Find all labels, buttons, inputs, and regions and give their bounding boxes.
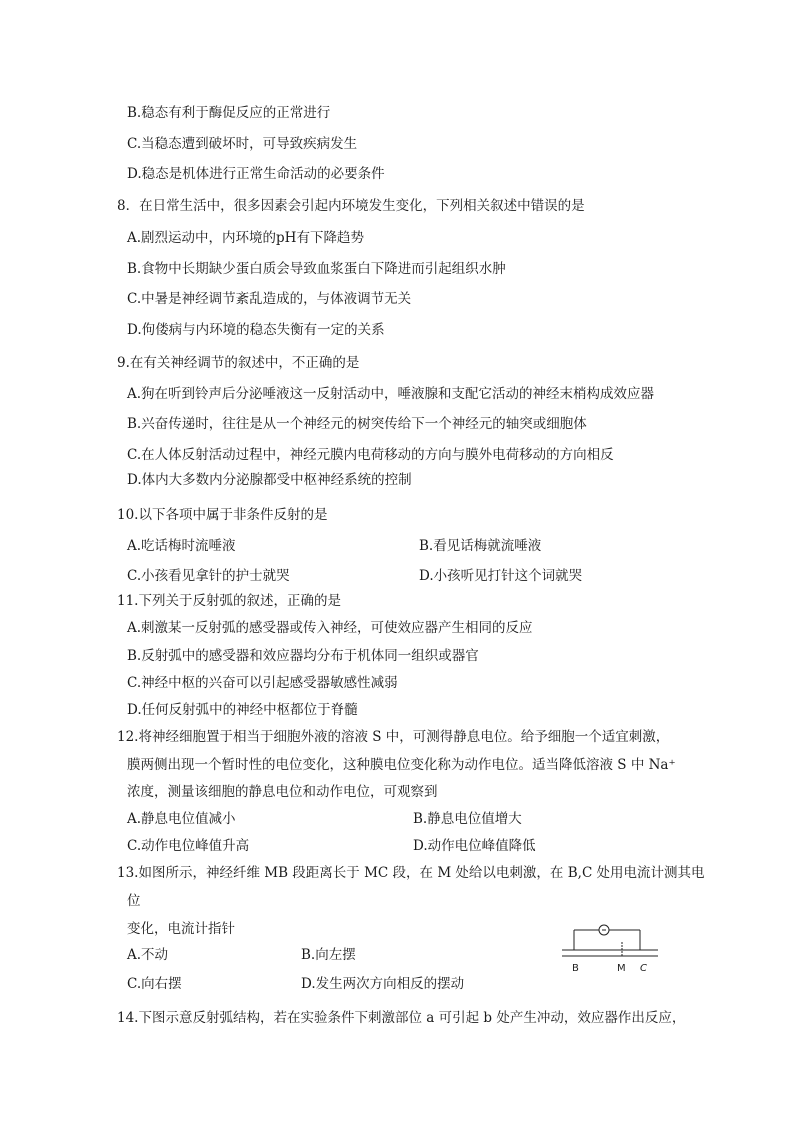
- q8-option-d: D.佝偻病与内环境的稳态失衡有一定的关系: [127, 322, 385, 338]
- q10-stem: 10.以下各项中属于非条件反射的是: [117, 507, 328, 523]
- q11-option-a: A.刺激某一反射弧的感受器或传入神经，可使效应器产生相同的反应: [127, 620, 533, 636]
- q13-option-b: B.向左摆: [301, 947, 356, 963]
- q8-stem: 8．在日常生活中，很多因素会引起内环境发生变化，下列相关叙述中错误的是: [117, 198, 585, 214]
- q7-option-d: D.稳态是机体进行正常生命活动的必要条件: [127, 166, 385, 182]
- q12-stem-line1: 12.将神经细胞置于相当于细胞外液的溶液 S 中，可测得静息电位。给予细胞一个适宜刺激，: [117, 729, 670, 745]
- q12-option-b: B.静息电位值增大: [413, 811, 522, 827]
- q12-option-d: D.动作电位峰值降低: [413, 838, 536, 854]
- label-c: C: [640, 963, 647, 974]
- q12-stem-line2: 膜两侧出现一个暂时性的电位变化，这种膜电位变化称为动作电位。适当降低溶液 S 中 Na⁺: [127, 757, 676, 773]
- q9-option-c: C.在人体反射活动过程中，神经元膜内电荷移动的方向与膜外电荷移动的方向相反: [127, 447, 614, 463]
- q12-option-c: C.动作电位峰值升高: [127, 838, 250, 854]
- q11-option-b: B.反射弧中的感受器和效应器均分布于机体同一组织或器官: [127, 648, 479, 664]
- q14-stem: 14.下图示意反射弧结构，若在实验条件下刺激部位 a 可引起 b 处产生冲动，效应器作出反应，: [117, 1010, 686, 1026]
- q10-option-c: C.小孩看见拿针的护士就哭: [127, 568, 290, 584]
- q8-option-a: A.剧烈运动中，内环境的pH有下降趋势: [127, 230, 364, 246]
- q11-option-d: D.任何反射弧中的神经中枢都位于脊髓: [127, 702, 358, 718]
- q10-option-d: D.小孩听见打针这个词就哭: [419, 568, 583, 584]
- q11-option-c: C.神经中枢的兴奋可以引起感受器敏感性减弱: [127, 675, 398, 691]
- q8-option-b: B.食物中长期缺少蛋白质会导致血浆蛋白下降进而引起组织水肿: [127, 261, 506, 277]
- q9-stem: 9.在有关神经调节的叙述中，不正确的是: [117, 355, 360, 371]
- q9-option-a: A.狗在听到铃声后分泌唾液这一反射活动中，唾液腺和支配它活动的神经末梢构成效应器: [127, 386, 655, 402]
- q10-option-b: B.看见话梅就流唾液: [419, 538, 542, 554]
- q9-option-b: B.兴奋传递时，往往是从一个神经元的树突传给下一个神经元的轴突或细胞体: [127, 416, 587, 432]
- q13-stem-line1: 13.如图所示，神经纤维 MB 段距离长于 MC 段，在 M 处给以电刺激，在 B,C 处用电流计测其电: [117, 865, 705, 881]
- q13-option-c: C.向右摆: [127, 976, 182, 992]
- nerve-fiber-galvanometer-diagram: [560, 920, 660, 978]
- label-m: M: [617, 963, 626, 974]
- q9-option-d: D.体内大多数内分泌腺都受中枢神经系统的控制: [127, 472, 412, 488]
- q7-option-b: B.稳态有利于酶促反应的正常进行: [127, 105, 331, 121]
- q10-option-a: A.吃话梅时流唾液: [127, 538, 236, 554]
- label-b: B: [572, 963, 579, 974]
- q13-stem-line3: 变化，电流计指针: [127, 921, 235, 937]
- q13-stem-line2: 位: [127, 893, 141, 909]
- q12-option-a: A.静息电位值减小: [127, 811, 236, 827]
- q12-stem-line3: 浓度，测量该细胞的静息电位和动作电位，可观察到: [127, 784, 438, 800]
- q7-option-c: C.当稳态遭到破坏时，可导致疾病发生: [127, 136, 358, 152]
- q13-option-d: D.发生两次方向相反的摆动: [301, 976, 465, 992]
- q8-option-c: C.中暑是神经调节紊乱造成的，与体液调节无关: [127, 291, 412, 307]
- q11-stem: 11.下列关于反射弧的叙述，正确的是: [117, 593, 341, 609]
- q13-option-a: A.不动: [127, 947, 169, 963]
